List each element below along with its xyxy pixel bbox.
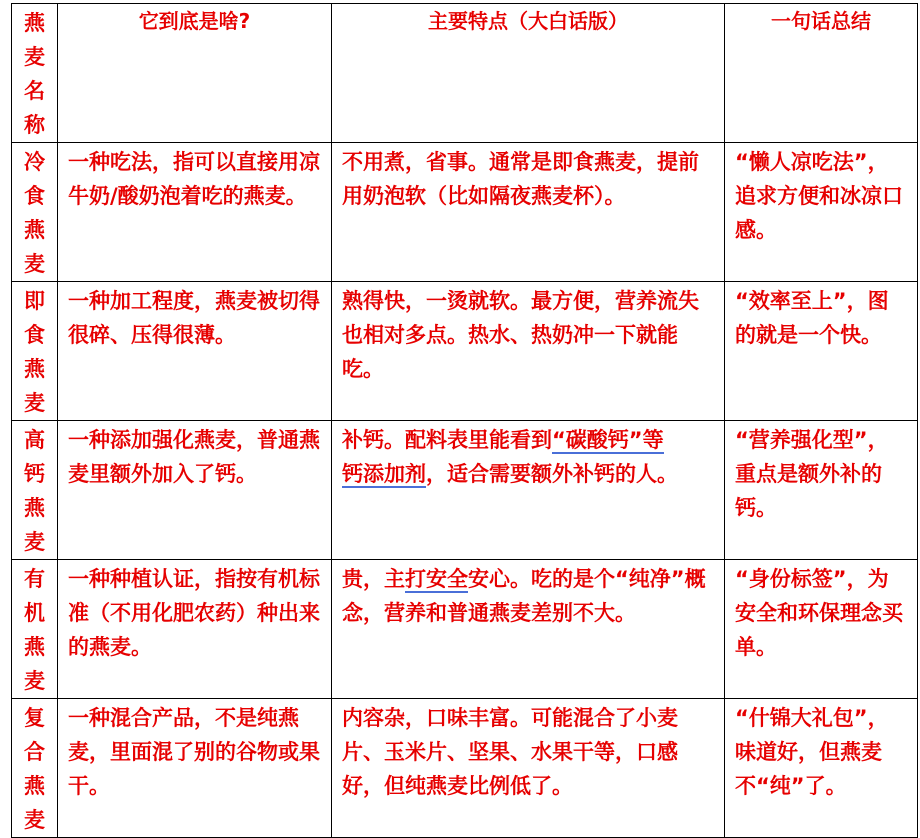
name-char: 复 [24, 706, 45, 730]
row-name [12, 701, 57, 837]
row-what: 一种混合产品，不是纯燕麦，里面混了别的谷物或果干。 [58, 699, 332, 838]
name-char: 燕 [24, 357, 45, 381]
row-name [12, 284, 57, 420]
name-char: 麦 [24, 391, 45, 415]
name-char: 称 [24, 113, 45, 137]
row-features: 内容杂，口味丰富。可能混合了小麦片、玉米片、坚果、水果干等，口感好，但纯燕麦比例低了。 [332, 699, 725, 838]
name-char: 合 [24, 740, 45, 764]
row-name-cell [12, 699, 58, 838]
features-text-part: 贵，主 [342, 567, 405, 591]
name-char: 钙 [24, 462, 45, 486]
row-features [332, 421, 725, 560]
row-name-cell [12, 560, 58, 699]
name-char: 有 [24, 567, 45, 591]
name-char: 燕 [24, 774, 45, 798]
row-summary: “效率至上”，图的就是一个快。 [725, 282, 918, 421]
row-what: 一种吃法，指可以直接用凉牛奶/酸奶泡着吃的燕麦。 [58, 143, 332, 282]
name-char: 麦 [24, 252, 45, 276]
name-char: 食 [24, 184, 45, 208]
name-char: 燕 [24, 496, 45, 520]
row-summary: “身份标签”，为安全和环保理念买单。 [725, 560, 918, 699]
row-name-cell [12, 421, 58, 560]
row-summary: “营养强化型”，重点是额外补的钙。 [725, 421, 918, 560]
underlined-text: 钙添加剂 [342, 462, 426, 486]
name-char: 麦 [24, 530, 45, 554]
row-name [12, 562, 57, 698]
row-name-cell [12, 143, 58, 282]
row-name [12, 423, 57, 559]
name-char: 燕 [24, 11, 45, 35]
features-text-part: 安心。吃的是个“纯净”概念，营养和普通燕麦差别不大。 [342, 567, 706, 625]
row-what: 一种种植认证，指按有机标准（不用化肥农药）种出来的燕麦。 [58, 560, 332, 699]
row-features: 熟得快，一烫就软。最方便，营养流失也相对多点。热水、热奶冲一下就能吃。 [332, 282, 725, 421]
name-char: 高 [24, 428, 45, 452]
header-summary: 一句话总结 [725, 4, 918, 143]
row-features: 不用煮，省事。通常是即食燕麦，提前用奶泡软（比如隔夜燕麦杯）。 [332, 143, 725, 282]
table-row [12, 282, 918, 421]
row-summary: “什锦大礼包”，味道好，但燕麦不“纯”了。 [725, 699, 918, 838]
features-text-part: 补钙。配料表里能看到 [342, 428, 552, 452]
row-name-cell [12, 282, 58, 421]
underlined-text: 打安全 [405, 567, 468, 591]
name-char: 食 [24, 323, 45, 347]
header-name-cell [12, 4, 58, 143]
name-char: 冷 [24, 150, 45, 174]
name-char: 名 [24, 79, 45, 103]
name-char: 燕 [24, 218, 45, 242]
table-row [12, 560, 918, 699]
table-row [12, 421, 918, 560]
row-what: 一种加工程度，燕麦被切得很碎、压得很薄。 [58, 282, 332, 421]
header-what: 它到底是啥? [58, 4, 332, 143]
features-text-part: ，适合需要额外补钙的人。 [426, 462, 678, 486]
name-char: 麦 [24, 45, 45, 69]
name-char: 燕 [24, 635, 45, 659]
table-row [12, 143, 918, 282]
header-name [12, 6, 57, 142]
name-char: 麦 [24, 808, 45, 832]
row-what: 一种添加强化燕麦，普通燕麦里额外加入了钙。 [58, 421, 332, 560]
table-header-row [12, 4, 918, 143]
name-char: 即 [24, 289, 45, 313]
oat-comparison-table [11, 3, 918, 838]
underlined-text: “碳酸钙”等 [552, 428, 664, 452]
name-char: 机 [24, 601, 45, 625]
header-features: 主要特点（大白话版） [332, 4, 725, 143]
table-row [12, 699, 918, 838]
row-features [332, 560, 725, 699]
row-summary: “懒人凉吃法”，追求方便和冰凉口感。 [725, 143, 918, 282]
row-name [12, 145, 57, 281]
name-char: 麦 [24, 669, 45, 693]
